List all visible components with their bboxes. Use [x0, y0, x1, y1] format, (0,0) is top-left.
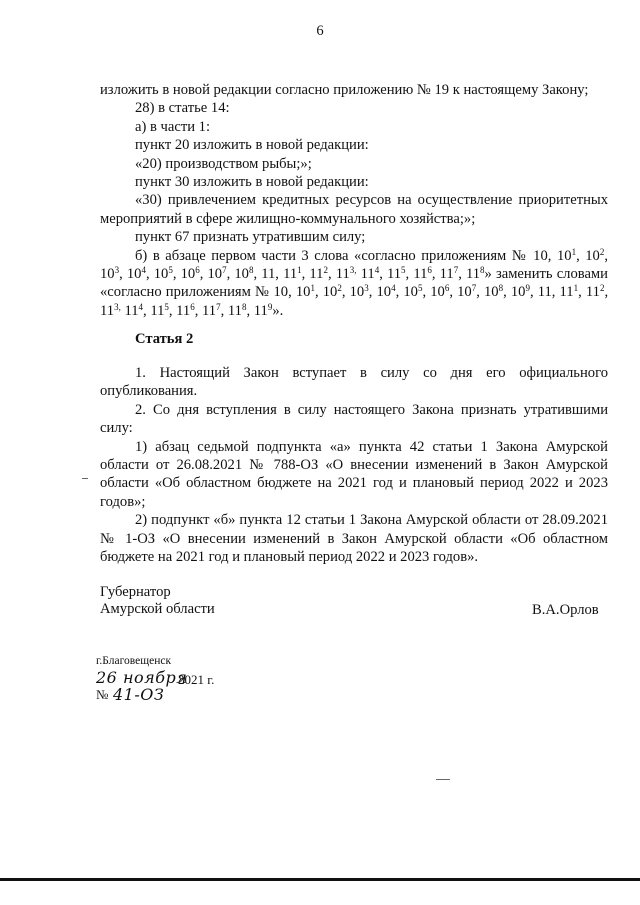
signatory-title-line-2: Амурской области: [100, 601, 215, 617]
article-2-paragraph-4: 2) подпункт «б» пункта 12 статьи 1 Закона Амурской области от 28.09.2021 № 1-ОЗ «О внесении изменений в Закон Амурской области «Об областном бюджете на 2021 год и плановый период 2022 и 2023 годов».: [100, 512, 608, 566]
signatory-title: [100, 584, 215, 618]
place-of-signing: г.Благовещенск: [96, 655, 172, 667]
scan-mark: [82, 478, 88, 479]
handwritten-law-number: 41-ОЗ: [113, 685, 165, 704]
subitem-b-intro: б) в абзаце первом части 3 слова «согласно приложениям № 10, 10: [135, 247, 572, 264]
point-20-text: «20) производством рыбы;»;: [135, 155, 312, 172]
subitem-a: а) в части 1:: [135, 118, 211, 135]
subitem-b-mid: » заменить словами «согласно приложениям № 10, 10: [100, 266, 608, 301]
point-67: пункт 67 признать утратившим силу;: [135, 229, 366, 246]
handwritten-date: 26 ноября: [96, 668, 188, 687]
amendments-text: [100, 81, 608, 320]
item-28: 28) в статье 14:: [135, 100, 230, 117]
article-2-text: [100, 364, 608, 566]
point-30-intro: пункт 30 изложить в новой редакции:: [135, 174, 369, 191]
article-2-paragraph-3: 1) абзац седьмой подпункта «а» пункта 42 статьи 1 Закона Амурской области от 26.08.2021 № 788-ОЗ «О внесении изменений в Закон Амурской области «Об областном бюджете на 2021 год и плановый период 2022 и 2023 годов»;: [100, 438, 608, 510]
page-number: 6: [316, 23, 324, 39]
point-30-text: «30) привлечением кредитных ресурсов на осуществление приоритетных мероприятий в сфере жилищно-коммунального хозяйства;»;: [100, 192, 608, 227]
subitem-b-end: ».: [272, 302, 284, 319]
bottom-border-line: [0, 878, 640, 881]
point-20-intro: пункт 20 изложить в новой редакции:: [135, 137, 369, 154]
article-2-heading: Статья 2: [135, 331, 194, 347]
scan-mark: [436, 779, 450, 780]
article-2-paragraph-2: 2. Со дня вступления в силу настоящего Закона признать утратившими силу:: [100, 401, 608, 437]
subitem-b: б) в абзаце первом части 3 слова «согласно приложениям № 10, $10^1$, $10^2$, $10^3$, $10^4$, $10^5$, $10^6$, $10^7$, $10^8$, 11, $11^1$, $11^2$, $11^{3,}$ $11^4$, $11^5$, $11^6$, $11^7$, $11^8$» заменить словами «согласно приложениям № 10, $10^1$, $10^2$, $10^3$, $10^4$, $10^5$, $10^6$, $10^7$, $10^8$, $10^9$, 11, $11^1$, $11^2$, $11^{3,}$ $11^4$, $11^5$, $11^6$, $11^7$, $11^8$, $11^9$».: [100, 246, 609, 319]
signing-year: 2021 г.: [178, 672, 215, 687]
paragraph-continuation: изложить в новой редакции согласно приложению № 19 к настоящему Закону;: [100, 82, 589, 98]
law-number-label: №: [96, 687, 109, 702]
signatory-name: В.А.Орлов: [532, 602, 599, 618]
signatory-title-line-1: Губернатор: [100, 584, 171, 600]
article-2-paragraph-1: 1. Настоящий Закон вступает в силу со дня его официального опубликования.: [100, 365, 608, 400]
